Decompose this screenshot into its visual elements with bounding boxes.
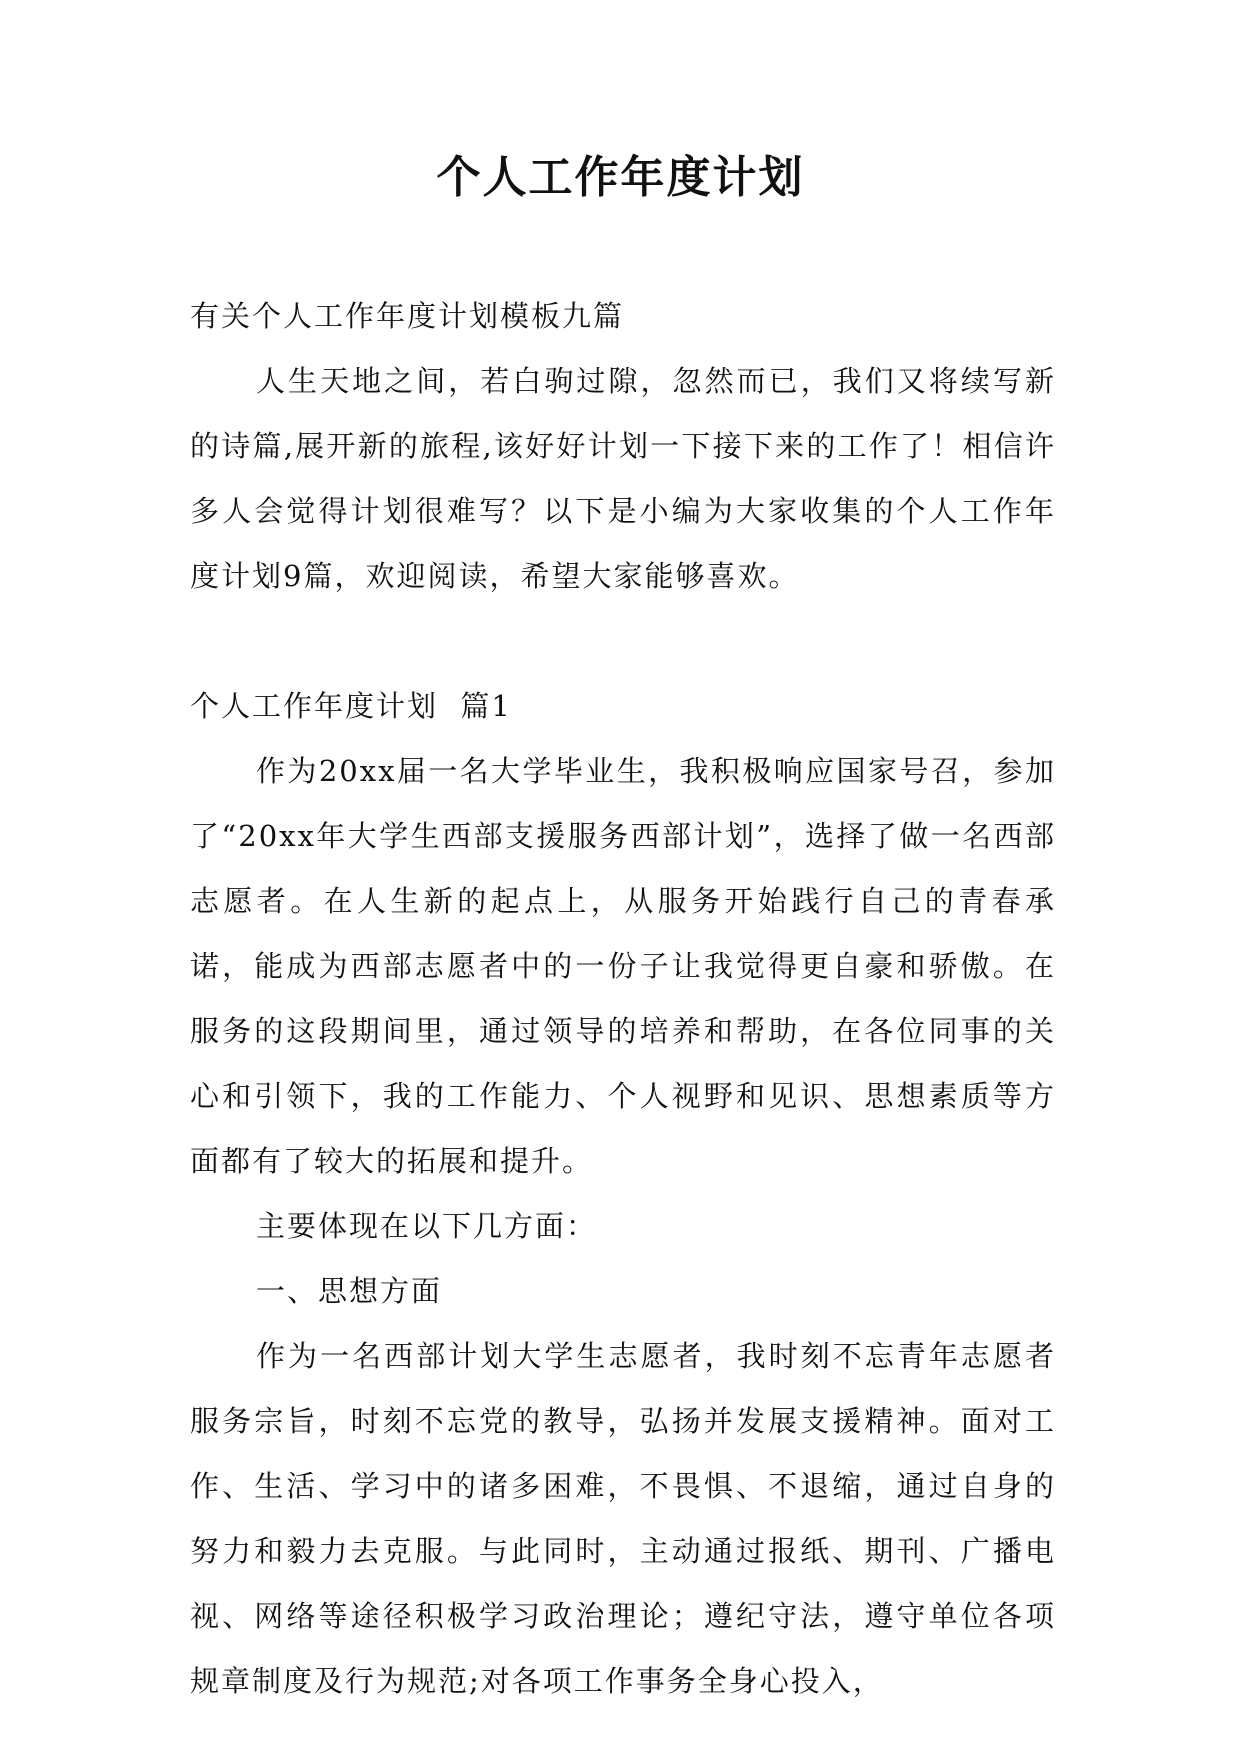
document-title: 个人工作年度计划 [436, 152, 805, 203]
section1-subheading: 一、思想方面 [256, 1274, 443, 1308]
section1-paragraph: 主要体现在以下几方面： [256, 1209, 598, 1243]
section1-paragraph: 作为一名西部计划大学生志愿者，我时刻不忘青年志愿者服务宗旨，时刻不忘党的教导，弘扬并发展支援精神。面对工作、生活、学习中的诸多困难，不畏惧、不退缩，通过自身的努力和毅力去克服。与此同时，主动通过报纸、期刊、广播电视、网络等途径积极学习政治理论；遵纪守法，遵守单位各项规章制度及行为规范;对各项工作事务全身心投入， [190, 1339, 1056, 1698]
document-body [190, 284, 1056, 1714]
section1-paragraph: 作为20xx届一名大学毕业生，我积极响应国家号召，参加了“20xx年大学生西部支援服务西部计划”，选择了做一名西部志愿者。在人生新的起点上，从服务开始践行自己的青春承诺，能成为西部志愿者中的一份子让我觉得更自豪和骄傲。在服务的这段期间里，通过领导的培养和帮助，在各位同事的关心和引领下，我的工作能力、个人视野和见识、思想素质等方面都有了较大的拓展和提升。 [190, 754, 1056, 1178]
intro-heading: 有关个人工作年度计划模板九篇 [190, 299, 625, 333]
paragraph-gap [190, 609, 1056, 674]
section1-heading: 个人工作年度计划 篇1 [190, 689, 512, 723]
intro-paragraph: 人生天地之间，若白驹过隙，忽然而已，我们又将续写新的诗篇,展开新的旅程,该好好计划一下接下来的工作了！相信许多人会觉得计划很难写？以下是小编为大家收集的个人工作年度计划9篇，欢迎阅读，希望大家能够喜欢。 [190, 364, 1056, 593]
